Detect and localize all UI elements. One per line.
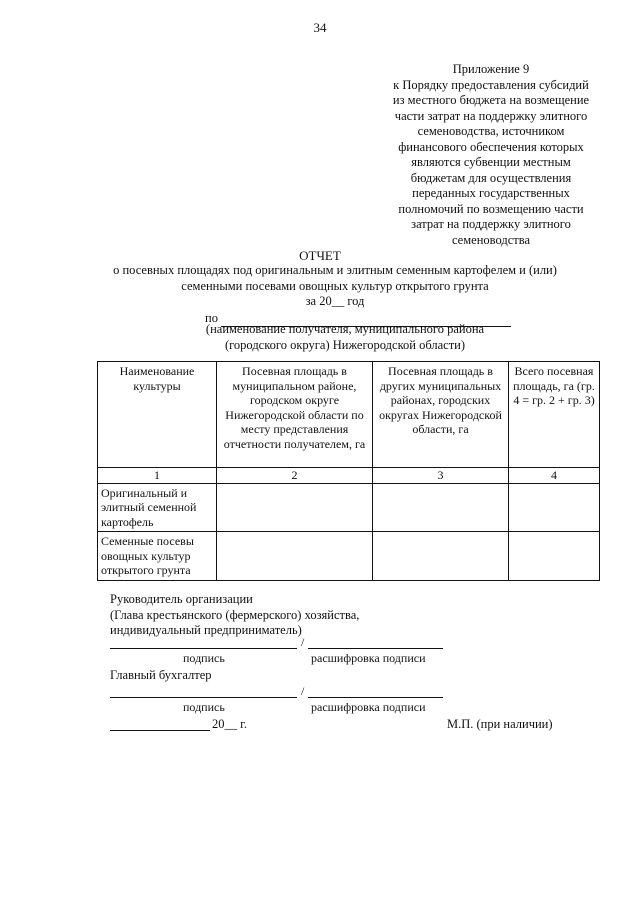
appendix-line: бюджетам для осуществления bbox=[410, 170, 572, 185]
header-area-total: Всего посевная площадь, га (гр. 4 = гр. 2 + гр. 3) bbox=[509, 362, 600, 468]
area-other-cell[interactable] bbox=[373, 532, 509, 581]
subtitle-line: о посевных площадях под оригинальным и элитным семенным картофелем и (или) bbox=[113, 263, 557, 277]
appendix-heading bbox=[372, 62, 610, 248]
report-subtitle bbox=[80, 263, 590, 310]
subtitle-line: семенными посевами овощных культур открытого грунта bbox=[181, 278, 489, 293]
area-total-cell[interactable] bbox=[509, 483, 600, 532]
chief-accountant-caption: Главный бухгалтер bbox=[110, 668, 212, 682]
report-title: ОТЧЕТ bbox=[299, 248, 341, 263]
appendix-line: полномочий по возмещению части bbox=[398, 201, 584, 216]
column-number-row bbox=[98, 468, 600, 484]
decoding-label: расшифровка подписи bbox=[311, 651, 426, 665]
area-local-cell[interactable] bbox=[217, 483, 373, 532]
accountant-decoding-line[interactable] bbox=[308, 697, 443, 698]
column-number: 1 bbox=[98, 468, 217, 484]
head-caption-line: Руководитель организации bbox=[110, 592, 253, 606]
signature-label: подпись bbox=[183, 651, 225, 665]
table-row bbox=[98, 483, 600, 532]
page-number: 34 bbox=[313, 20, 327, 35]
appendix-line: финансового обеспечения которых bbox=[398, 139, 584, 154]
crop-name-cell: Оригинальный и элитный семенной картофель bbox=[98, 483, 217, 532]
accountant-signature-line[interactable] bbox=[110, 697, 297, 698]
table-row bbox=[98, 532, 600, 581]
slash-separator: / bbox=[301, 635, 305, 649]
header-area-other: Посевная площадь в других муниципальных районах, городских округах Нижегородской области, га bbox=[373, 362, 509, 468]
head-caption-line: индивидуальный предприниматель) bbox=[110, 623, 302, 637]
head-decoding-line[interactable] bbox=[308, 648, 443, 649]
recipient-note bbox=[200, 322, 490, 353]
appendix-line: переданных государственных bbox=[412, 186, 570, 200]
column-number: 4 bbox=[509, 468, 600, 484]
signature-label: подпись bbox=[183, 700, 225, 714]
appendix-line: затрат на поддержку элитного bbox=[411, 217, 571, 231]
head-caption-line: (Глава крестьянского (фермерского) хозяйства, bbox=[110, 607, 360, 622]
appendix-line: из местного бюджета на возмещение bbox=[392, 93, 590, 107]
head-signature-line[interactable] bbox=[110, 648, 297, 649]
recipient-prefix: по bbox=[205, 311, 218, 325]
column-number: 2 bbox=[217, 468, 373, 484]
date-blank-line[interactable] bbox=[110, 730, 210, 731]
header-area-local: Посевная площадь в муниципальном районе, городском округе Нижегородской области по месту представления отчетности получателем, га bbox=[217, 362, 373, 468]
appendix-line: являются субвенции местным bbox=[411, 155, 571, 169]
sown-area-table bbox=[97, 361, 600, 581]
area-other-cell[interactable] bbox=[373, 483, 509, 532]
decoding-label: расшифровка подписи bbox=[311, 700, 426, 714]
recipient-note-line: (городского округа) Нижегородской области) bbox=[224, 337, 466, 352]
column-number: 3 bbox=[373, 468, 509, 484]
subtitle-line: за 20__ год bbox=[305, 294, 365, 308]
appendix-line: семеноводства, источником bbox=[417, 124, 565, 138]
crop-name-cell: Семенные посевы овощных культур открытого грунта bbox=[98, 532, 217, 581]
stamp-note: М.П. (при наличии) bbox=[447, 717, 553, 731]
area-total-cell[interactable] bbox=[509, 532, 600, 581]
appendix-line: Приложение 9 bbox=[452, 62, 530, 76]
organization-head-block bbox=[110, 592, 359, 639]
header-crop-name: Наименование культуры bbox=[98, 362, 217, 468]
appendix-line: к Порядку предоставления субсидий bbox=[393, 77, 589, 92]
appendix-line: семеноводства bbox=[451, 232, 530, 247]
area-local-cell[interactable] bbox=[217, 532, 373, 581]
slash-separator: / bbox=[301, 684, 305, 698]
appendix-line: части затрат на поддержку элитного bbox=[394, 108, 588, 123]
date-suffix: 20__ г. bbox=[212, 717, 247, 731]
table-header-row bbox=[98, 362, 600, 468]
recipient-note-line: (наименование получателя, муниципального района bbox=[205, 322, 485, 336]
